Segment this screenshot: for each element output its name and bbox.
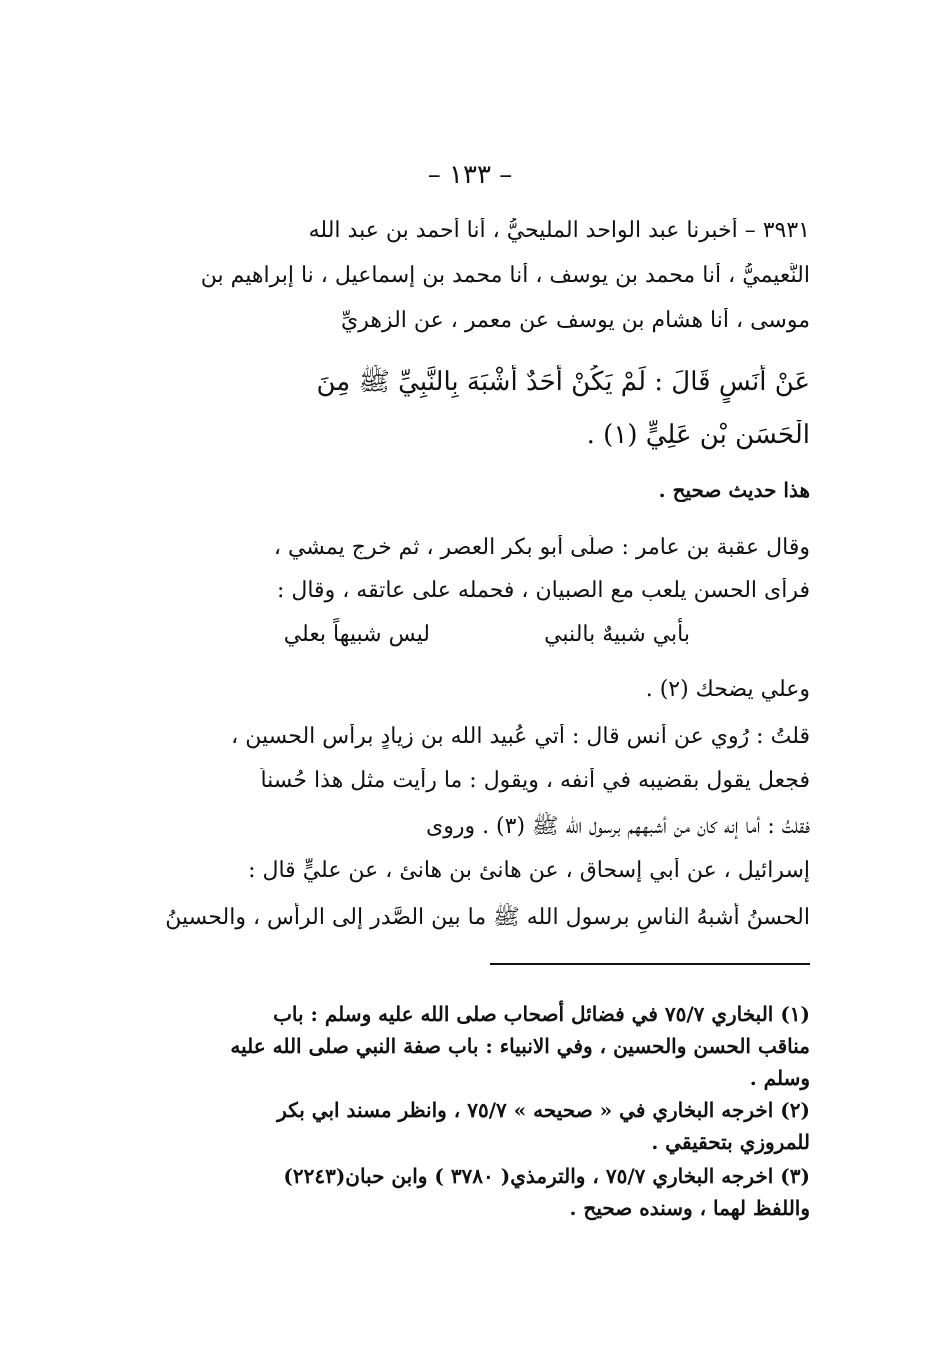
commentary-line: إسرائيل ، عن أبي إسحاق ، عن هانئ بن هانئ ، عن عليٍّ قال : xyxy=(248,858,810,883)
hadith-grading: هذا حديث صحيح . xyxy=(658,478,810,502)
commentary-line: قلتُ : رُوي عن أنس قال : أُتي عُبيد الله بن زيادٍ برأس الحسين ، xyxy=(231,724,810,749)
page-number: – ١٣٣ – xyxy=(427,160,513,190)
commentary-line: فجعل يقول بقضيبه في أنفه ، ويقول : ما رأيت مثل هذا حُسناً xyxy=(260,768,810,793)
footnote-line: وسلم . xyxy=(749,1066,810,1090)
ali-laughs-line: وعلي يضحك (٢) . xyxy=(645,677,810,702)
hadith-text-line: عَنْ أَنَسٍ قَالَ : لَمْ يَكُنْ أَحَدٌ أَشْبَهَ بِالنَّبِيِّ ﷺ مِنَ xyxy=(316,367,810,397)
footnote-separator xyxy=(490,963,810,965)
commentary-line: فقلتُ : أما إنه كان من أشبههم برسول الله ﷺ (٣) . وروى xyxy=(425,814,810,839)
uqba-text-line: وقال عقبة بن عامر : صلّى أبو بكر العصر ، ثم خرج يمشي ، xyxy=(273,535,810,560)
footnote-line: (٢) اخرجه البخاري في « صحيحه » ٧٥/٧ ، وانظر مسند ابي بكر xyxy=(277,1098,810,1122)
hadith-text-line: الْحَسَنِ بْنِ عَلِيٍّ (١) . xyxy=(586,420,810,450)
footnote-line: مناقب الحسن والحسين ، وفي الانبياء : باب صفة النبي صلى الله عليه xyxy=(230,1034,810,1058)
uqba-text-line: فرأى الحسن يلعب مع الصبيان ، فحمله على عاتقه ، وقال : xyxy=(276,578,810,603)
footnote-line: للمروزي بتحقيقي . xyxy=(651,1130,810,1154)
footnote-line: واللفظ لهما ، وسنده صحيح . xyxy=(569,1196,810,1220)
hadith-intro-line: ٣٩٣١ – أخبرنا عبد الواحد المليحيُّ ، أنا أحمد بن عبد الله xyxy=(308,218,810,243)
verse-hemistich-first: بأبي شبيهٌ بالنبي xyxy=(544,622,690,647)
footnote-line: (٣) اخرجه البخاري ٧٥/٧ ، والترمذي( ٣٧٨٠ ) وابن حبان(٢٢٤٣) xyxy=(283,1164,810,1188)
commentary-line: الحسنُ أشبهُ الناسِ برسول الله ﷺ ما بين الصَّدر إلى الرأس ، والحسينُ xyxy=(165,905,810,930)
footnote-line: (١) البخاري ٧٥/٧ في فضائل أصحاب صلى الله عليه وسلم : باب xyxy=(273,1002,810,1026)
verse-hemistich-second: ليس شبيهاً بعلي xyxy=(283,622,430,647)
hadith-intro-line: موسى ، أنا هشام بن يوسف عن معمرٍ ، عن الزهريِّ xyxy=(340,308,810,333)
hadith-intro-line: النُّعيميُّ ، أنا محمد بن يوسف ، أنا محمد بن إسماعيل ، نا إبراهيم بن xyxy=(200,263,810,288)
